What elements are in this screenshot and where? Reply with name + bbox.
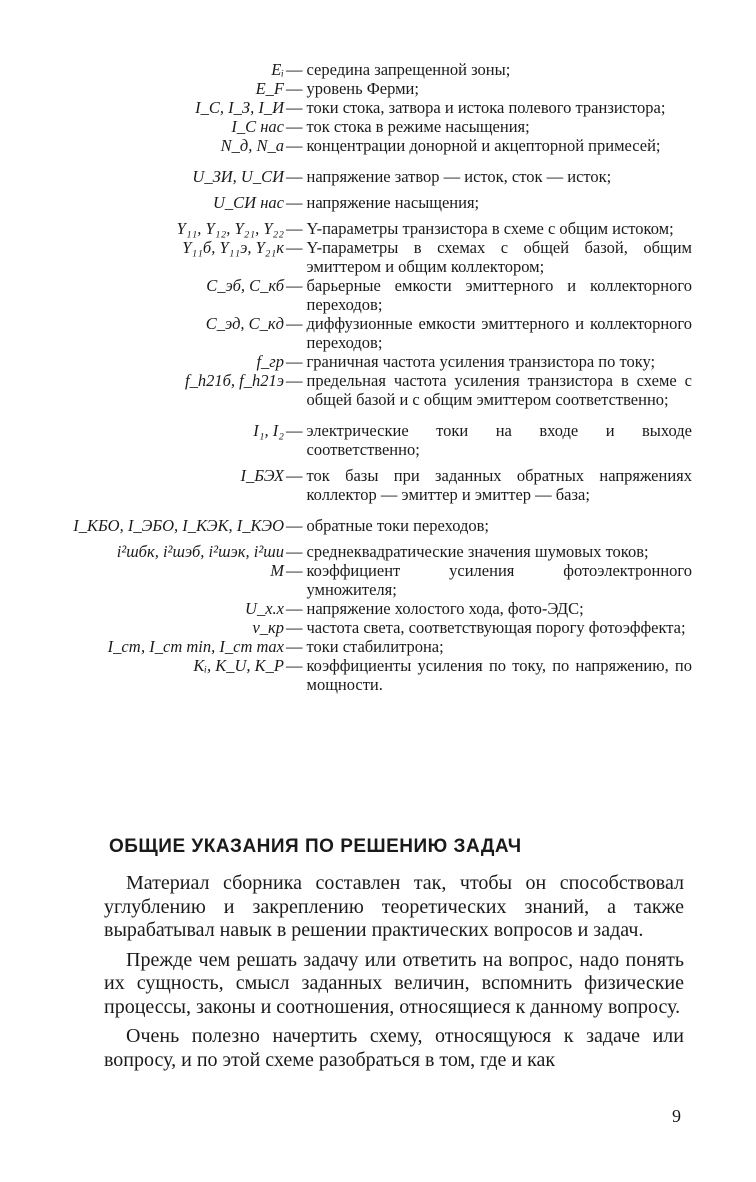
notation-row: [60, 421, 692, 459]
body-text: [104, 872, 684, 1078]
notation-row: [60, 542, 692, 561]
notation-symbol: M: [270, 561, 284, 580]
notation-dash: —: [286, 542, 303, 561]
notation-description: Y-параметры в схемах с общей базой, общим эмиттером и общим коллектором;: [306, 238, 692, 276]
notation-symbol: U_ЗИ, U_СИ: [192, 167, 284, 186]
notation-dash: —: [286, 371, 303, 390]
notation-description: обратные токи переходов;: [306, 516, 490, 535]
section-heading: ОБЩИЕ УКАЗАНИЯ ПО РЕШЕНИЮ ЗАДАЧ: [109, 836, 522, 857]
notation-symbol: I_С, I_З, I_И: [195, 98, 284, 117]
notation-description: уровень Ферми;: [306, 79, 419, 98]
notation-description: предельная частота усиления транзистора в схеме с общей базой и с общим эмиттером соответственно;: [306, 371, 692, 409]
notation-symbol: U_СИ нас: [213, 193, 284, 212]
notation-dash: —: [286, 656, 303, 675]
notation-description: диффузионные емкости эмиттерного и коллекторного переходов;: [306, 314, 692, 352]
notation-symbol: C_эб, C_кб: [206, 276, 284, 295]
notation-row: [60, 98, 692, 117]
notation-symbol: N_д, N_а: [220, 136, 284, 155]
notation-description: электрические токи на входе и выходе соответственно;: [306, 421, 692, 459]
notation-dash: —: [286, 352, 303, 371]
notation-symbol: E_F: [255, 79, 284, 98]
notation-row: [60, 276, 692, 314]
notation-row: [60, 79, 692, 98]
notation-row: [60, 466, 692, 504]
notation-description: середина запрещенной зоны;: [306, 60, 511, 79]
notation-symbol: I₁, I₂: [253, 421, 284, 440]
notation-symbol: I_С нас: [231, 117, 284, 136]
notation-description: Y-параметры транзистора в схеме с общим истоком;: [306, 219, 674, 238]
notation-dash: —: [286, 79, 303, 98]
notation-list: [60, 60, 692, 694]
paragraph: Материал сборника составлен так, чтобы он способствовал углублению и закреплению теоретических знаний, а также вырабатывал навык в решении практических вопросов и задач.: [104, 872, 684, 941]
notation-description: токи стока, затвора и истока полевого транзистора;: [306, 98, 666, 117]
notation-dash: —: [286, 193, 303, 212]
notation-row: [60, 371, 692, 409]
notation-description: концентрации донорной и акцепторной примесей;: [306, 136, 661, 155]
notation-symbol: Y₁₁, Y₁₂, Y₂₁, Y₂₂: [176, 219, 284, 238]
notation-dash: —: [286, 136, 303, 155]
notation-row: [60, 219, 692, 238]
notation-description: токи стабилитрона;: [306, 637, 444, 656]
notation-dash: —: [286, 466, 303, 485]
notation-description: барьерные емкости эмиттерного и коллекторного переходов;: [306, 276, 692, 314]
notation-dash: —: [286, 516, 303, 535]
notation-row: [60, 656, 692, 694]
notation-description: коэффициент усиления фотоэлектронного умножителя;: [306, 561, 692, 599]
notation-row: [60, 136, 692, 155]
notation-symbol: I_ст, I_ст min, I_ст max: [107, 637, 284, 656]
paragraph: Очень полезно начертить схему, относящуюся к задаче или вопросу, и по этой схеме разобраться в том, где и как: [104, 1025, 684, 1071]
notation-dash: —: [286, 314, 303, 333]
notation-dash: —: [286, 98, 303, 117]
notation-symbol: f_гр: [256, 352, 284, 371]
notation-row: [60, 117, 692, 136]
notation-dash: —: [286, 637, 303, 656]
notation-row: [60, 637, 692, 656]
notation-dash: —: [286, 618, 303, 637]
notation-symbol: U_х.х: [245, 599, 284, 618]
notation-description: напряжение затвор — исток, сток — исток;: [306, 167, 612, 186]
notation-row: [60, 516, 692, 535]
notation-dash: —: [286, 167, 303, 186]
notation-description: среднеквадратические значения шумовых токов;: [306, 542, 649, 561]
notation-dash: —: [286, 117, 303, 136]
notation-row: [60, 314, 692, 352]
notation-dash: —: [286, 219, 303, 238]
notation-row: [60, 599, 692, 618]
notation-row: [60, 238, 692, 276]
notation-description: ток стока в режиме насыщения;: [306, 117, 530, 136]
notation-row: [60, 167, 692, 186]
notation-symbol: C_эд, C_кд: [205, 314, 284, 333]
notation-symbol: I_КБО, I_ЭБО, I_КЭК, I_КЭО: [73, 516, 284, 535]
notation-dash: —: [286, 561, 303, 580]
notation-description: коэффициенты усиления по току, по напряжению, по мощности.: [306, 656, 692, 694]
notation-dash: —: [286, 599, 303, 618]
notation-description: напряжение насыщения;: [306, 193, 480, 212]
notation-symbol: Kᵢ, K_U, K_P: [193, 656, 284, 675]
notation-description: граничная частота усиления транзистора по току;: [306, 352, 656, 371]
notation-dash: —: [286, 421, 303, 440]
notation-symbol: f_h21б, f_h21э: [185, 371, 284, 390]
notation-symbol: Y₁₁б, Y₁₁э, Y₂₁к: [182, 238, 284, 257]
notation-symbol: Eᵢ: [271, 60, 284, 79]
notation-dash: —: [286, 60, 303, 79]
paragraph: Прежде чем решать задачу или ответить на вопрос, надо понять их сущность, смысл заданных величин, вспомнить физические процессы, законы и соотношения, относящиеся к данному вопросу.: [104, 948, 684, 1018]
notation-symbol: I_БЭХ: [240, 466, 284, 485]
notation-row: [60, 193, 692, 212]
notation-description: напряжение холостого хода, фото-ЭДС;: [306, 599, 584, 618]
notation-description: ток базы при заданных обратных напряжениях коллектор — эмиттер и эмиттер — база;: [306, 466, 692, 504]
notation-symbol: ν_кр: [252, 618, 284, 637]
notation-dash: —: [286, 276, 303, 295]
notation-row: [60, 60, 692, 79]
notation-dash: —: [286, 238, 303, 257]
notation-row: [60, 618, 692, 637]
notation-symbol: i²шбк, i²шэб, i²шэк, i²ши: [116, 542, 284, 561]
notation-row: [60, 352, 692, 371]
notation-row: [60, 561, 692, 599]
notation-description: частота света, соответствующая порогу фотоэффекта;: [306, 618, 686, 637]
page-number: 9: [672, 1106, 681, 1126]
